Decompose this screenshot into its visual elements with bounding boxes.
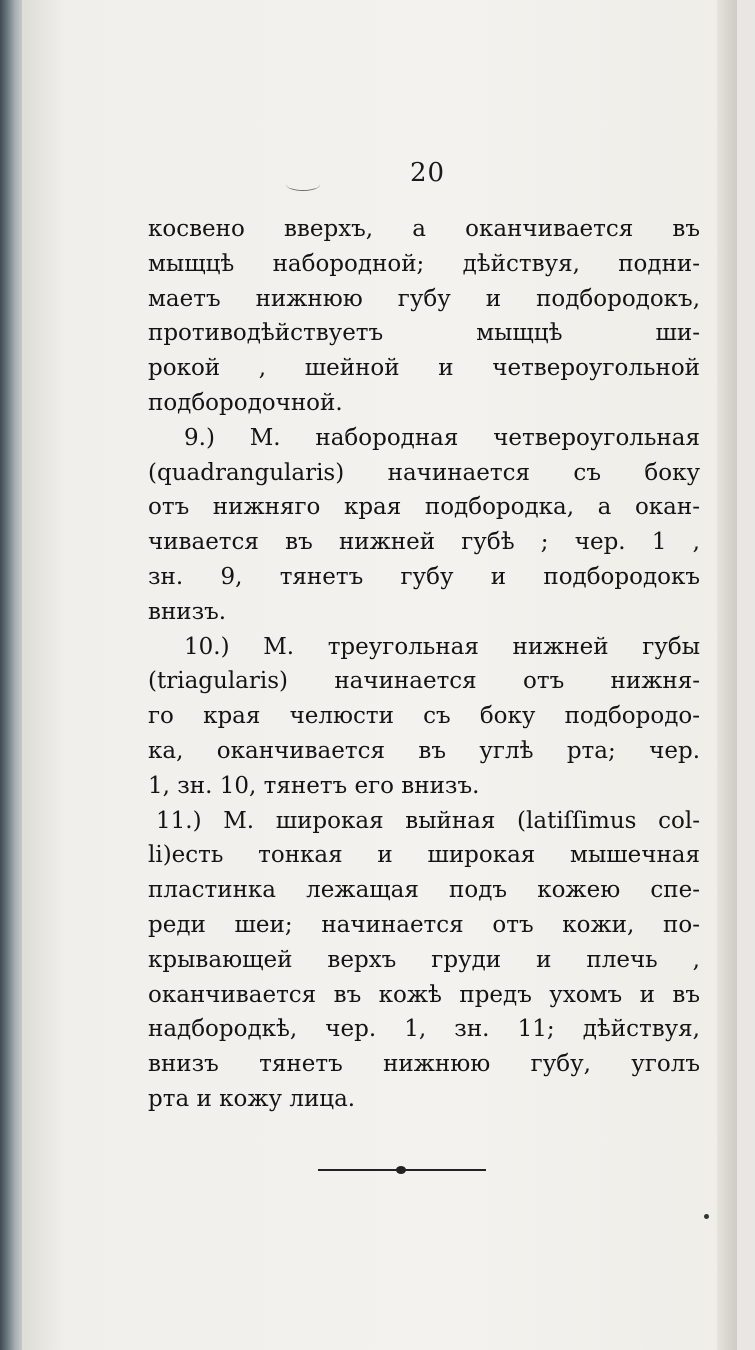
rule-ornament xyxy=(396,1166,406,1174)
text-line: (triagularis) начинается отъ нижня- xyxy=(148,668,700,695)
text-line: оканчивается въ кожѣ предъ ухомъ и въ xyxy=(148,981,700,1008)
text-line: внизъ тянетъ нижнюю губу, уголъ xyxy=(148,1051,700,1078)
text-line: 9.) М. набородная четвероугольная xyxy=(184,424,700,451)
text-line: внизъ. xyxy=(148,598,227,625)
section-end-rule xyxy=(318,1166,486,1174)
ink-mark xyxy=(286,178,320,191)
text-line: противодѣйствуетъ мыщцѣ ши- xyxy=(148,320,700,347)
text-line: чивается въ нижней губѣ ; чер. 1 , xyxy=(148,529,700,556)
text-line: 1, зн. 10, тянетъ его внизъ. xyxy=(148,772,480,799)
page-text xyxy=(148,212,700,1117)
text-line: пластинка лежащая подъ кожею спе- xyxy=(148,877,700,904)
text-line: надбородкѣ, чер. 1, зн. 11; дѣйствуя, xyxy=(148,1016,700,1043)
ink-speck xyxy=(704,1214,709,1219)
text-line: 10.) М. треугольная нижней губы xyxy=(184,633,700,660)
text-line: рта и кожу лица. xyxy=(148,1085,356,1112)
text-line: зн. 9, тянетъ губу и подбородокъ xyxy=(148,563,700,590)
text-line: рокой , шейной и четвероугольной xyxy=(148,355,700,382)
text-line: отъ нижняго края подбородка, а окан- xyxy=(148,494,700,521)
text-line: 11.) М. широкая выйная (latiſſimus col- xyxy=(156,807,700,834)
text-line: (quadrangularis) начинается съ боку xyxy=(148,459,700,486)
text-line: ка, оканчивается въ углѣ рта; чер. xyxy=(148,737,700,764)
text-line: li)есть тонкая и широкая мышечная xyxy=(148,842,700,869)
text-line: подбородочной. xyxy=(148,389,343,416)
page-number: 20 xyxy=(410,158,446,188)
page-right-edge xyxy=(717,0,737,1350)
text-line: мыщцѣ набородной; дѣйствуя, подни- xyxy=(148,250,700,277)
text-line: реди шеи; начинается отъ кожи, по- xyxy=(148,911,700,938)
text-line: го края челюсти съ боку подбородо- xyxy=(148,703,700,730)
text-line: маетъ нижнюю губу и подбородокъ, xyxy=(148,285,700,312)
text-line: крывающей верхъ груди и плечь , xyxy=(148,946,700,973)
text-line: косвено вверхъ, а оканчивается въ xyxy=(148,216,700,242)
